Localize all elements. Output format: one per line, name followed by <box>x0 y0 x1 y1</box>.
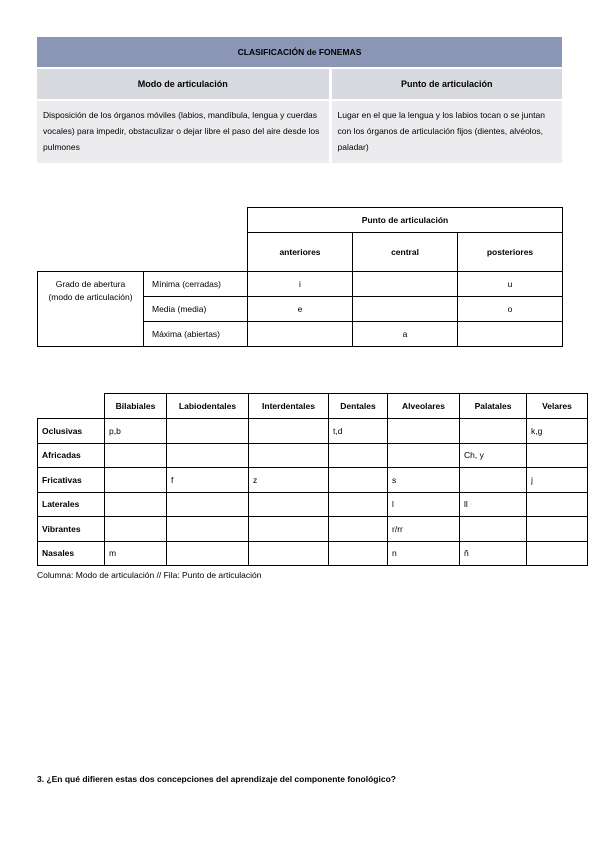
col-header: Labiodentales <box>167 394 249 419</box>
cell <box>329 443 388 468</box>
col-header: Alveolares <box>388 394 460 419</box>
cell <box>388 443 460 468</box>
cell <box>460 419 527 444</box>
cell <box>249 492 329 517</box>
cell: f <box>167 468 249 493</box>
col-header: Dentales <box>329 394 388 419</box>
cell: a <box>353 322 458 347</box>
cell <box>329 492 388 517</box>
cell: ll <box>460 492 527 517</box>
cell <box>458 322 563 347</box>
clasificacion-table <box>37 37 562 163</box>
cell <box>249 443 329 468</box>
cell: j <box>527 468 588 493</box>
cell <box>329 468 388 493</box>
modo-header: Modo de articulación <box>37 68 330 100</box>
cell <box>527 517 588 542</box>
cell <box>167 419 249 444</box>
cell <box>105 468 167 493</box>
row-header: Laterales <box>38 492 105 517</box>
cell: o <box>458 297 563 322</box>
table-row <box>38 492 588 517</box>
vocales-punto-header: Punto de articulación <box>248 208 563 233</box>
clasificacion-title: CLASIFICACIÓN de FONEMAS <box>37 37 562 68</box>
grado-abertura-label: Grado de abertura (modo de articulación) <box>38 272 144 347</box>
table-row <box>38 517 588 542</box>
cell: t,d <box>329 419 388 444</box>
cell <box>460 517 527 542</box>
cell <box>527 541 588 566</box>
cell <box>329 541 388 566</box>
cell <box>527 443 588 468</box>
row-header: Nasales <box>38 541 105 566</box>
cell: i <box>248 272 353 297</box>
row-minima: Mínima (cerradas) <box>144 272 248 297</box>
col-central: central <box>353 233 458 272</box>
cell <box>329 517 388 542</box>
row-header: Africadas <box>38 443 105 468</box>
cell <box>353 297 458 322</box>
table-row <box>38 443 588 468</box>
cell: e <box>248 297 353 322</box>
table-row <box>38 468 588 493</box>
cell <box>249 517 329 542</box>
cell: Ch, y <box>460 443 527 468</box>
cell: u <box>458 272 563 297</box>
cell: n <box>388 541 460 566</box>
cell: k,g <box>527 419 588 444</box>
col-header: Palatales <box>460 394 527 419</box>
consonantes-table <box>37 393 588 566</box>
punto-definition: Lugar en el que la lengua y los labios tocan o se juntan con los órganos de articulación fijos (dientes, alvéolos, paladar) <box>330 100 562 163</box>
table-row <box>38 419 588 444</box>
vocales-table <box>37 207 563 347</box>
row-header: Fricativas <box>38 468 105 493</box>
cell <box>249 541 329 566</box>
cell <box>105 492 167 517</box>
punto-header: Punto de articulación <box>330 68 562 100</box>
col-header: Velares <box>527 394 588 419</box>
cell <box>167 517 249 542</box>
cell <box>460 468 527 493</box>
cell: z <box>249 468 329 493</box>
row-header: Vibrantes <box>38 517 105 542</box>
cell <box>527 492 588 517</box>
col-anteriores: anteriores <box>248 233 353 272</box>
cell: p,b <box>105 419 167 444</box>
table-row <box>38 541 588 566</box>
cell <box>167 541 249 566</box>
cell <box>105 517 167 542</box>
modo-definition: Disposición de los órganos móviles (labios, mandíbula, lengua y cuerdas vocales) para impedir, obstaculizar o dejar libre el paso del aire desde los pulmones <box>37 100 330 163</box>
cell: ñ <box>460 541 527 566</box>
cell: r/rr <box>388 517 460 542</box>
cell <box>167 492 249 517</box>
cell: s <box>388 468 460 493</box>
cell <box>248 322 353 347</box>
cell <box>105 443 167 468</box>
col-header: Bilabiales <box>105 394 167 419</box>
cell: l <box>388 492 460 517</box>
cell <box>167 443 249 468</box>
row-maxima: Máxima (abiertas) <box>144 322 248 347</box>
cell: m <box>105 541 167 566</box>
col-header: Interdentales <box>249 394 329 419</box>
row-header: Oclusivas <box>38 419 105 444</box>
col-posteriores: posteriores <box>458 233 563 272</box>
row-media: Media (media) <box>144 297 248 322</box>
question-3: 3. ¿En qué difieren estas dos concepciones del aprendizaje del componente fonológico? <box>37 774 396 784</box>
cell <box>353 272 458 297</box>
cell <box>388 419 460 444</box>
table-caption: Columna: Modo de articulación // Fila: Punto de articulación <box>37 570 262 580</box>
cell <box>249 419 329 444</box>
